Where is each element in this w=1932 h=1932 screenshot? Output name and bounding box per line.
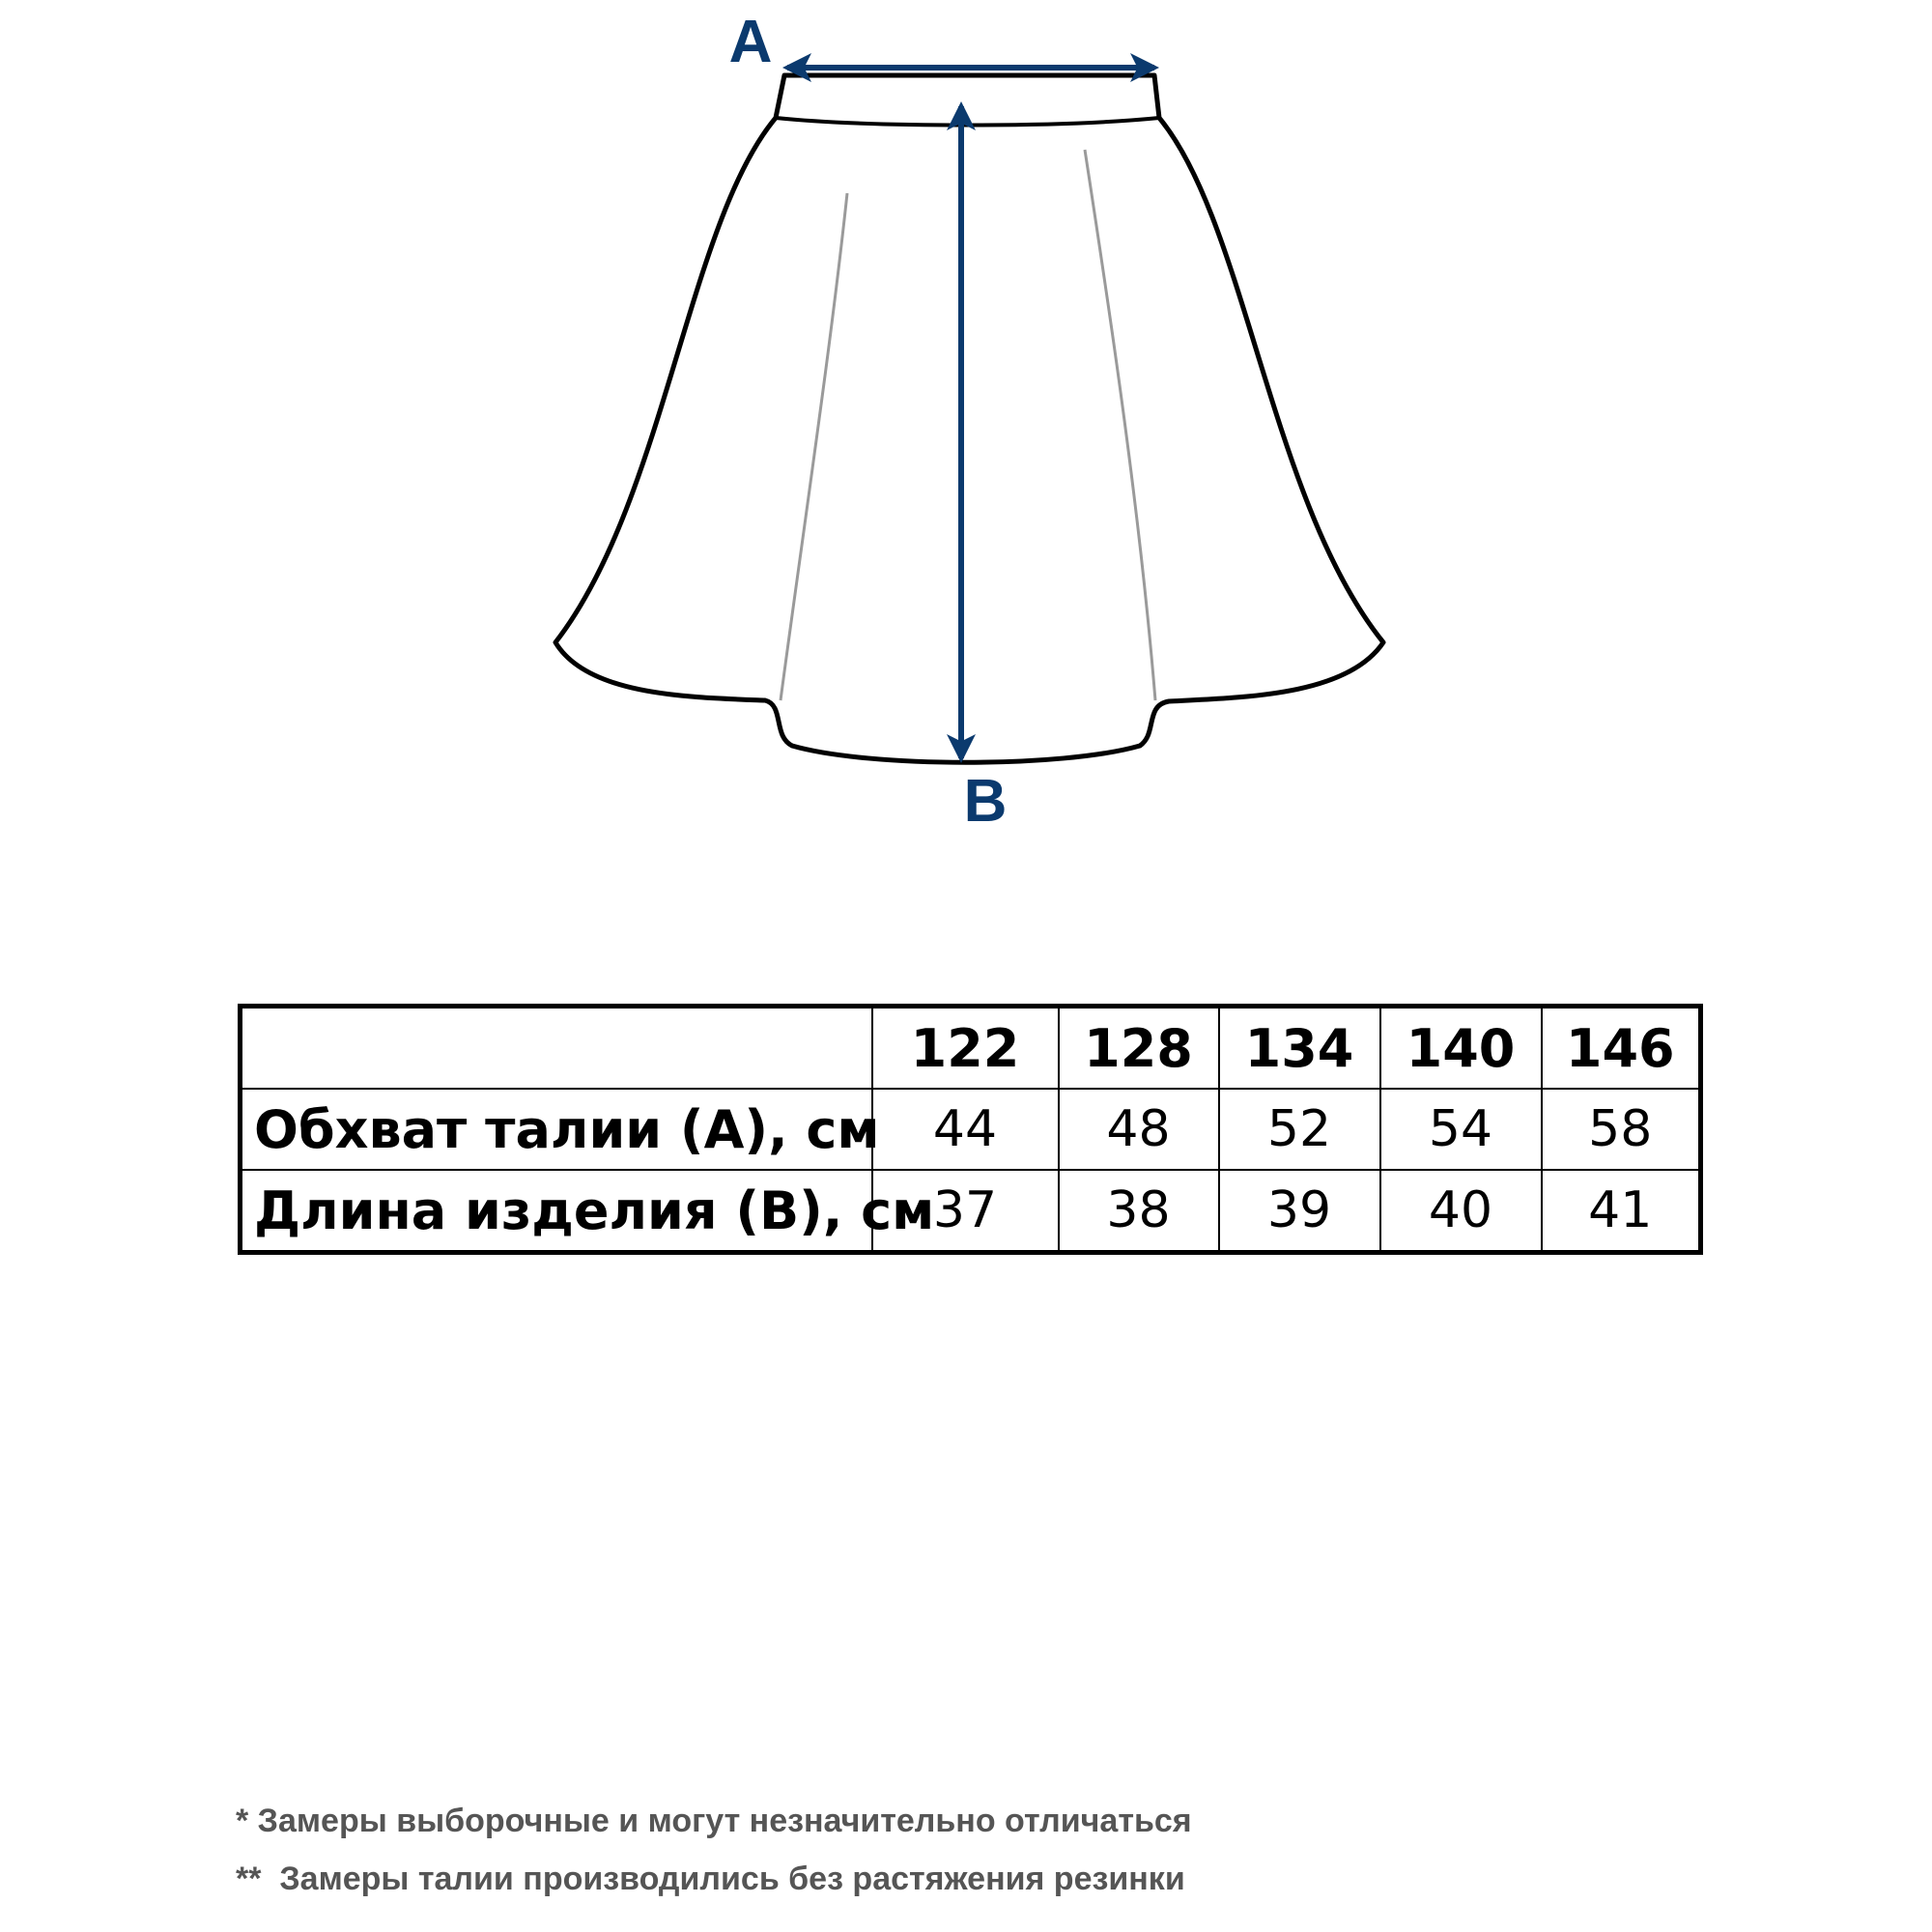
size-table-container bbox=[238, 1004, 1698, 1255]
table-cell: 38 bbox=[1059, 1170, 1219, 1253]
table-corner-cell bbox=[241, 1007, 872, 1090]
row-label-waist: Обхват талии (A), см bbox=[241, 1089, 872, 1170]
size-table bbox=[238, 1004, 1703, 1255]
table-row-length bbox=[241, 1170, 1701, 1253]
table-cell: 48 bbox=[1059, 1089, 1219, 1170]
table-cell: 58 bbox=[1542, 1089, 1701, 1170]
skirt-outline bbox=[555, 75, 1383, 762]
table-cell: 52 bbox=[1219, 1089, 1380, 1170]
size-header-134: 134 bbox=[1219, 1007, 1380, 1090]
size-header-146: 146 bbox=[1542, 1007, 1701, 1090]
table-cell: 54 bbox=[1380, 1089, 1542, 1170]
size-header-140: 140 bbox=[1380, 1007, 1542, 1090]
row-label-length: Длина изделия (B), см bbox=[241, 1170, 872, 1253]
table-header-row bbox=[241, 1007, 1701, 1090]
footnote-sampling: * Замеры выборочные и могут незначительно отличаться bbox=[236, 1803, 1192, 1839]
table-row-waist bbox=[241, 1089, 1701, 1170]
table-cell: 39 bbox=[1219, 1170, 1380, 1253]
table-cell: 40 bbox=[1380, 1170, 1542, 1253]
size-header-122: 122 bbox=[872, 1007, 1059, 1090]
label-b: B bbox=[963, 768, 1008, 835]
skirt-diagram bbox=[0, 0, 1932, 869]
table-cell: 37 bbox=[872, 1170, 1059, 1253]
table-cell: 44 bbox=[872, 1089, 1059, 1170]
table-cell: 41 bbox=[1542, 1170, 1701, 1253]
label-a: A bbox=[728, 9, 773, 75]
footnote-waist-measurement: ** Замеры талии производились без растяжения резинки bbox=[236, 1861, 1185, 1897]
size-header-128: 128 bbox=[1059, 1007, 1219, 1090]
